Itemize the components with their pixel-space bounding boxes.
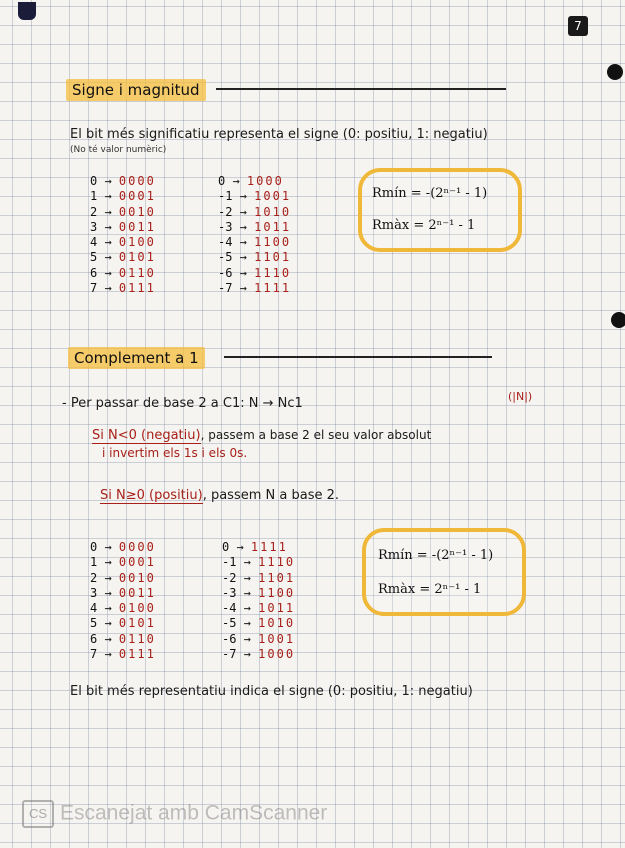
section2-rmin-formula: Rmín = -(2ⁿ⁻¹ - 1) [378, 548, 494, 563]
rule1-condition: Si N<0 (negatiu) [92, 428, 201, 443]
section1-negative-table [218, 174, 291, 296]
table-row: 1 → 0001 [90, 189, 156, 204]
table-row: 6 → 0110 [90, 265, 156, 280]
table-row: 7 → 0111 [90, 281, 156, 296]
table-row: -3 → 1100 [222, 585, 296, 600]
table-row: -5 → 1010 [222, 616, 296, 631]
binder-hole-top [607, 64, 623, 80]
section1-note: (No té valor numèric) [70, 145, 167, 155]
section1-rmin-formula: Rmín = -(2ⁿ⁻¹ - 1) [372, 186, 488, 201]
corner-mark-icon [18, 2, 36, 20]
section2-footer: El bit més representatiu indica el signe (0: positiu, 1: negatiu) [70, 684, 473, 699]
section1-positive-table [90, 174, 156, 296]
section2-rule1 [92, 428, 431, 443]
table-row: 2 → 0010 [90, 570, 156, 585]
rule2-condition: Si N≥0 (positiu) [100, 488, 203, 503]
rule2-rest: , passem N a base 2. [202, 488, 340, 503]
table-row: 0 → 1000 [218, 174, 284, 188]
table-row: -4 → 1100 [218, 235, 292, 250]
section1-rmax-formula: Rmàx = 2ⁿ⁻¹ - 1 [372, 218, 476, 233]
table-row: 3 → 0011 [90, 585, 156, 600]
binder-hole-bottom [611, 312, 625, 328]
table-row: -4 → 1011 [222, 601, 296, 616]
section2-heading: Complement a 1 [68, 347, 205, 369]
table-row: 7 → 0111 [90, 647, 156, 662]
table-row: -1 → 1001 [218, 189, 292, 204]
page-number-badge [568, 16, 588, 36]
table-row: 4 → 0100 [90, 601, 156, 616]
table-row: -6 → 1001 [222, 631, 296, 646]
section2-range-box [362, 528, 526, 616]
camscanner-watermark [22, 800, 327, 828]
table-row: 5 → 0101 [90, 250, 156, 265]
section2-intro: - Per passar de base 2 a C1: N → Nc1 [62, 396, 303, 411]
section2-rmax-formula: Rmàx = 2ⁿ⁻¹ - 1 [378, 582, 482, 597]
table-row: 4 → 0100 [90, 235, 156, 250]
table-row: 0 → 1111 [222, 540, 288, 554]
section1-heading: Signe i magnitud [66, 79, 206, 101]
watermark-text: Escanejat amb CamScanner [60, 801, 328, 825]
table-row: -7 → 1000 [222, 647, 296, 662]
table-row: -7 → 1111 [218, 281, 292, 296]
table-row: -1 → 1110 [222, 555, 296, 570]
table-row: -6 → 1110 [218, 265, 292, 280]
section2-abs-label: (|N|) [508, 390, 533, 403]
table-row: 6 → 0110 [90, 631, 156, 646]
rule1-rest: , passem a base 2 el seu valor absolut [200, 428, 432, 442]
table-row: -5 → 1101 [218, 250, 292, 265]
section1-heading-rule [216, 88, 506, 90]
camscanner-logo-icon: CS [22, 800, 54, 828]
section2-rule1-line2: i invertim els 1s i els 0s. [102, 446, 248, 460]
table-row: 5 → 0101 [90, 616, 156, 631]
section1-description: El bit més significatiu representa el signe (0: positiu, 1: negatiu) [70, 127, 488, 142]
section1-range-box [358, 168, 522, 252]
table-row: -3 → 1011 [218, 219, 292, 234]
table-row: -2 → 1010 [218, 204, 292, 219]
section2-rule2 [100, 488, 339, 503]
section2-heading-rule [224, 356, 492, 358]
table-row: 3 → 0011 [90, 219, 156, 234]
page-number: 7 [574, 19, 582, 33]
table-row: 0 → 0000 [90, 540, 156, 554]
table-row: 2 → 0010 [90, 204, 156, 219]
section2-positive-table [90, 540, 156, 662]
section2-negative-table [222, 540, 295, 662]
table-row: -2 → 1101 [222, 570, 296, 585]
table-row: 0 → 0000 [90, 174, 156, 188]
table-row: 1 → 0001 [90, 555, 156, 570]
